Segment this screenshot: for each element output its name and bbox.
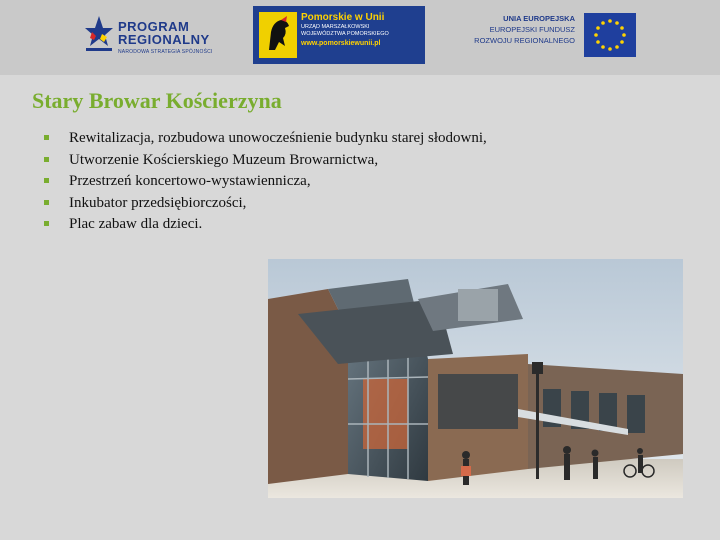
program-subtitle: NARODOWA STRATEGIA SPÓJNOŚCI xyxy=(118,49,213,55)
bullet-text: Inkubator przedsiębiorczości, xyxy=(69,194,247,211)
bullet-list xyxy=(44,128,487,236)
list-item xyxy=(44,171,487,193)
pomorskie-title: Pomorskie w Unii xyxy=(301,12,385,23)
bullet-square-icon xyxy=(44,157,49,162)
bullet-text: Utworzenie Kościerskiego Muzeum Browarnictwa, xyxy=(69,151,379,168)
bullet-text: Przestrzeń koncertowo-wystawiennicza, xyxy=(69,173,311,189)
eu-title: UNIA EUROPEJSKA xyxy=(503,14,575,23)
bullet-text: Rewitalizacja, rozbudowa unowocześnienie budynku starej słodowni, xyxy=(69,130,487,146)
bullet-square-icon xyxy=(44,200,49,205)
bullet-square-icon xyxy=(44,221,49,226)
program-star-icon xyxy=(84,14,114,54)
pomorskie-text-block xyxy=(301,12,421,49)
list-item xyxy=(44,214,487,236)
griffin-crest-icon xyxy=(259,12,297,58)
slide-title: Stary Browar Kościerzyna xyxy=(32,88,282,113)
pomorskie-url: www.pomorskiewunii.pl xyxy=(301,40,381,47)
eu-flag-icon xyxy=(584,13,636,57)
pomorskie-line2: WOJEWÓDZTWA POMORSKIEGO xyxy=(301,31,389,37)
header-logo-bar xyxy=(0,0,720,75)
list-item xyxy=(44,150,487,172)
eu-fund-text-block xyxy=(463,14,575,58)
list-item xyxy=(44,193,487,215)
program-line2: REGIONALNY xyxy=(118,32,210,47)
program-logo-text xyxy=(118,20,210,46)
list-item xyxy=(44,128,487,150)
eu-line2: ROZWOJU REGIONALNEGO xyxy=(474,36,575,45)
brewery-building-rendering xyxy=(268,259,683,498)
bullet-square-icon xyxy=(44,135,49,140)
program-line1: PROGRAM xyxy=(118,19,190,34)
program-regionalny-logo xyxy=(84,12,234,60)
pomorskie-w-unii-logo xyxy=(253,6,425,64)
bullet-text: Plac zabaw dla dzieci. xyxy=(69,216,203,232)
bullet-square-icon xyxy=(44,178,49,183)
eu-line1: EUROPEJSKI FUNDUSZ xyxy=(489,25,575,34)
pomorskie-line1: URZĄD MARSZAŁKOWSKI xyxy=(301,24,370,30)
